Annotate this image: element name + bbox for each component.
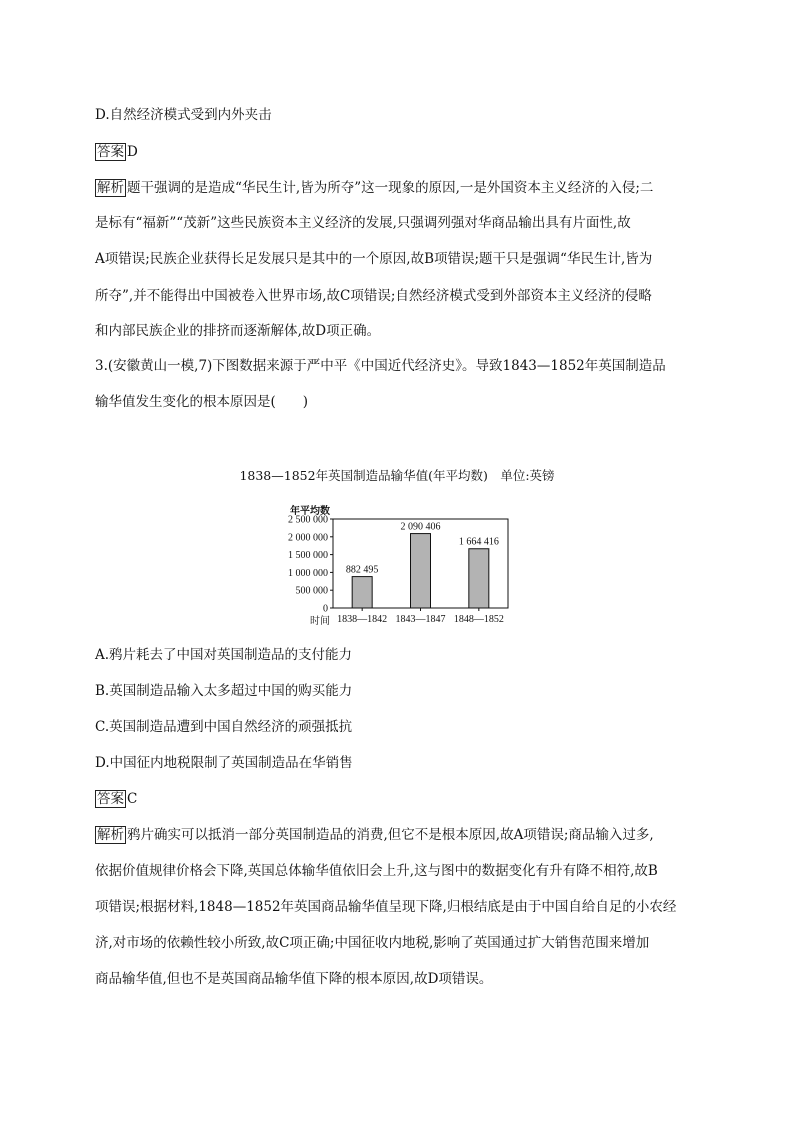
answer-value: D: [127, 144, 138, 160]
q3-analysis-line-1: [95, 826, 654, 844]
x-tick-label: 1843—1847: [395, 614, 446, 625]
x-tick-label: 1838—1842: [337, 614, 388, 625]
y-tick-label: 2 000 000: [288, 532, 328, 544]
q3-analysis-line-4: 济,对市场的依赖性较小所致,故C项正确;中国征收内地税,影响了英国通过扩大销售范围来增加: [95, 935, 650, 951]
bar: [352, 577, 372, 608]
q3-analysis-line-3: 项错误;根据材料,1848—1852年英国商品输华值呈现下降,归根结底是由于中国自给自足的小农经: [95, 899, 677, 915]
y-tick-label: 0: [323, 603, 328, 615]
analysis-label: 解析: [97, 180, 124, 196]
q2-option-d: D.自然经济模式受到内外夹击: [95, 107, 272, 123]
q3-stem-line-1: 3.(安徽黄山一模,7)下图数据来源于严中平《中国近代经济史》。导致1843—1852年英国制造品: [95, 358, 666, 374]
q2-analysis-line-5: 和内部民族企业的排挤而逐渐解体,故D项正确。: [95, 323, 381, 339]
bar-value-label: 1 664 416: [458, 536, 499, 548]
q2-answer: [95, 143, 138, 161]
q3-option-d: D.中国征内地税限制了英国制造品在华销售: [95, 755, 353, 771]
answer-value: C: [127, 791, 138, 807]
y-tick-label: 1 500 000: [288, 550, 328, 562]
q3-option-b: B.英国制造品输入太多超过中国的购买能力: [95, 683, 353, 699]
analysis-text: 鸦片确实可以抵消一部分英国制造品的消费,但它不是根本原因,故A项错误;商品输入过多,: [127, 827, 654, 843]
q3-analysis-line-5: 商品输华值,但也不是英国商品输华值下降的根本原因,故D项错误。: [95, 971, 493, 987]
analysis-label: 解析: [97, 827, 124, 843]
q2-analysis-line-2: 是标有“福新”“茂新”这些民族资本主义经济的发展,只强调列强对华商品输出具有片面性,故: [95, 215, 631, 231]
q2-analysis-line-1: [95, 179, 653, 197]
y-tick-label: 500 000: [295, 585, 328, 597]
bar: [411, 534, 431, 608]
q3-answer: [95, 790, 137, 808]
answer-label: 答案: [97, 144, 124, 160]
q3-option-a: A.鸦片耗去了中国对英国制造品的支付能力: [95, 647, 353, 663]
bar-value-label: 2 090 406: [400, 521, 441, 533]
q3-stem-line-2: 输华值发生变化的根本原因是( ): [95, 394, 309, 410]
x-tick-label: 1848—1852: [453, 614, 504, 625]
y-axis-title: 年平均数: [290, 506, 330, 517]
bar: [469, 549, 489, 608]
q2-analysis-line-3: A项错误;民族企业获得长足发展只是其中的一个原因,故B项错误;题干只是强调“华民生计,皆为: [95, 251, 653, 267]
plot-frame: [333, 519, 508, 608]
analysis-text: 题干强调的是造成“华民生计,皆为所夺”这一现象的原因,一是外国资本主义经济的入侵;二: [127, 180, 654, 196]
q2-analysis-line-4: 所夺”,并不能得出中国被卷入世界市场,故C项错误;自然经济模式受到外部资本主义经济的侵略: [95, 288, 652, 304]
q3-analysis-line-2: 依据价值规律价格会下降,英国总体输华值依旧会上升,这与图中的数据变化有升有降不相符,故B: [95, 863, 658, 879]
q3-option-c: C.英国制造品遭到中国自然经济的顽强抵抗: [95, 719, 353, 735]
y-tick-label: 1 000 000: [288, 567, 328, 579]
chart-title: 1838—1852年英国制造品输华值(年平均数) 单位:英镑: [239, 468, 555, 483]
y-tick-label: 2 500 000: [288, 514, 328, 526]
bar-value-label: 882 495: [345, 564, 379, 576]
answer-label: 答案: [97, 791, 124, 807]
x-axis-title: 时间: [310, 616, 330, 627]
